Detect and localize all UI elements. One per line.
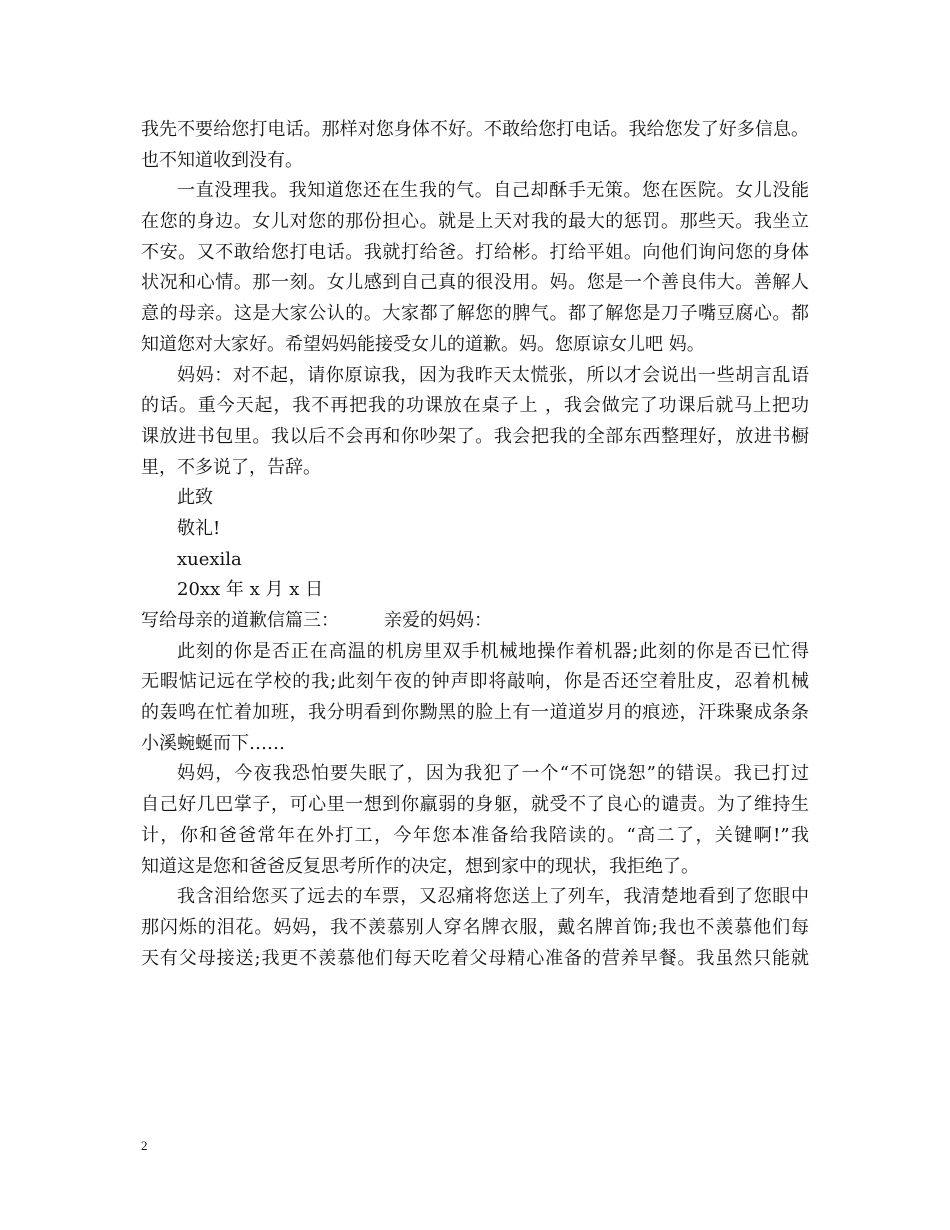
text-line: 的话。重今天起，我不再把我的功课放在桌子上 ，我会做完了功课后就马上把功 bbox=[141, 395, 809, 417]
paragraph-first-line: 此刻的你是否正在高温的机房里双手机械地操作着机器;此刻的你是否已忙得 bbox=[177, 640, 809, 662]
closing-salutation: 此致 bbox=[177, 487, 213, 509]
text-line: 小溪蜿蜒而下…… bbox=[141, 732, 285, 754]
text-line: 的轰鸣在忙着加班，我分明看到你黝黑的脸上有一道道岁月的痕迹，汗珠聚成条条 bbox=[141, 702, 809, 724]
text-line: 不安。又不敢给您打电话。我就打给爸。打给彬。打给平姐。向他们询问您的身体 bbox=[141, 241, 809, 263]
text-line: 课放进书包里。我以后不会再和你吵架了。我会把我的全部东西整理好，放进书橱 bbox=[141, 425, 809, 447]
text-line: 状况和心情。那一刻。女儿感到自己真的很没用。妈。您是一个善良伟大。善解人 bbox=[141, 272, 809, 294]
text-line: 在您的身边。女儿对您的那份担心。就是上天对我的最大的惩罚。那些天。我坐立 bbox=[141, 211, 809, 233]
text-line: 无暇惦记远在学校的我;此刻午夜的钟声即将敲响，你是否还空着肚皮，忍着机械 bbox=[141, 671, 809, 693]
text-line: 我先不要给您打电话。那样对您身体不好。不敢给您打电话。我给您发了好多信息。 bbox=[141, 119, 809, 140]
text-line: 天有父母接送;我更不羡慕他们每天吃着父母精心准备的营养早餐。我虽然只能就 bbox=[141, 947, 809, 969]
text-line: 自己好几巴掌子，可心里一想到你羸弱的身躯，就受不了良心的谴责。为了维持生 bbox=[141, 794, 809, 816]
text-line: 知道您对大家好。希望妈妈能接受女儿的道歉。妈。您原谅女儿吧 妈。 bbox=[141, 333, 705, 355]
paragraph-first-line: 妈妈，今夜我恐怕要失眠了，因为我犯了一个“不可饶恕”的错误。我已打过 bbox=[177, 763, 809, 785]
page-number: 2 bbox=[141, 1138, 148, 1153]
text-line: 知道这是您和爸爸反复思考所作的决定，想到家中的现状，我拒绝了。 bbox=[141, 855, 699, 877]
paragraph-first-line: 一直没理我。我知道您还在生我的气。自己却酥手无策。您在医院。女儿没能 bbox=[177, 180, 809, 202]
date-line: 20xx 年 x 月 x 日 bbox=[177, 579, 324, 601]
closing-regards: 敬礼! bbox=[177, 517, 221, 539]
letter-body bbox=[141, 115, 809, 974]
paragraph-first-line: 妈妈：对不起，请你原谅我，因为我昨天太慌张，所以才会说出一些胡言乱语 bbox=[177, 364, 809, 386]
paragraph-first-line: 我含泪给您买了远去的车票，又忍痛将您送上了列车，我清楚地看到了您眼中 bbox=[177, 886, 809, 908]
text-line: 里，不多说了，告辞。 bbox=[141, 456, 321, 478]
text-line: 计，你和爸爸常年在外打工，今年您本准备给我陪读的。“高二了，关键啊!”我 bbox=[141, 824, 809, 846]
signature: xuexila bbox=[177, 548, 242, 570]
section-heading: 写给母亲的道歉信篇三： 亲爱的妈妈： bbox=[141, 610, 492, 631]
text-line: 那闪烁的泪花。妈妈，我不羡慕别人穿名牌衣服，戴名牌首饰;我也不羡慕他们每 bbox=[141, 916, 809, 938]
text-line: 意的母亲。这是大家公认的。大家都了解您的脾气。都了解您是刀子嘴豆腐心。都 bbox=[141, 303, 809, 325]
text-line: 也不知道收到没有。 bbox=[141, 149, 303, 171]
